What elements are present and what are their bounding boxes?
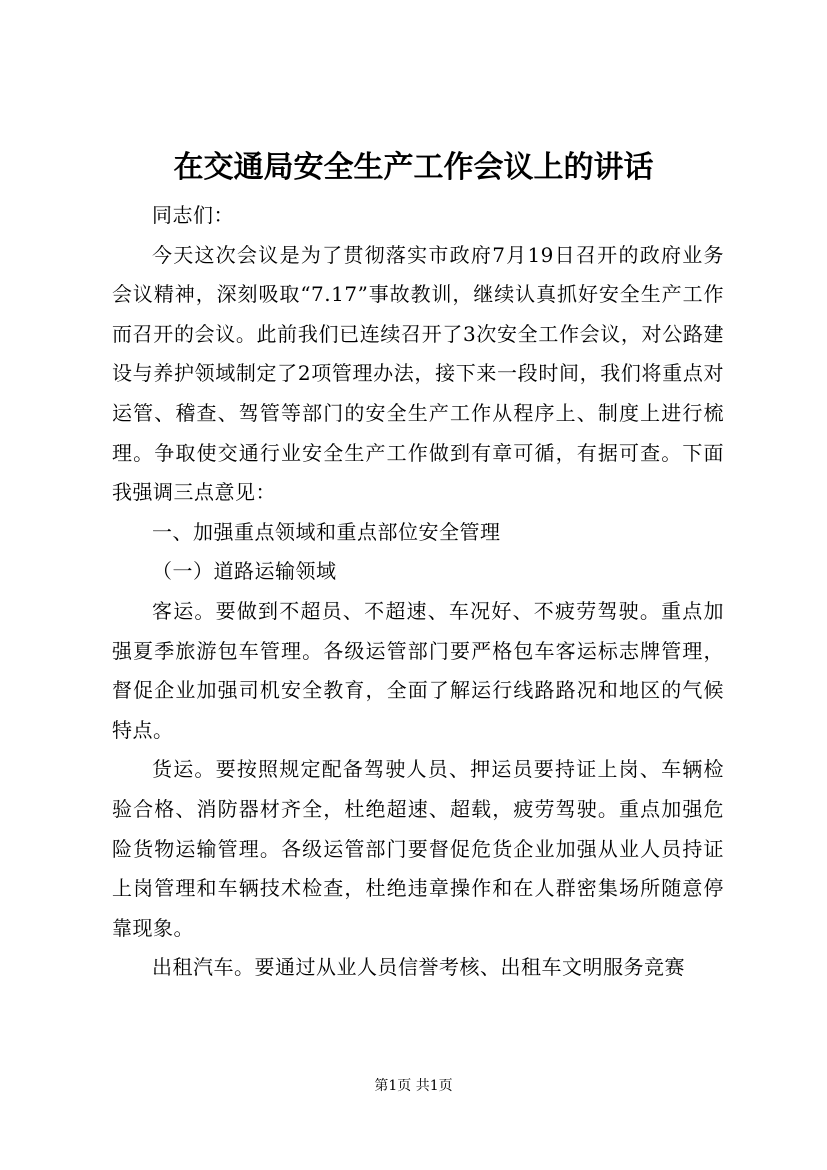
salutation: 同志们： bbox=[152, 203, 234, 227]
document-title: 在交通局安全生产工作会议上的讲话 bbox=[173, 150, 654, 185]
body-paragraph-passenger: 客运。要做到不超员、不超速、车况好、不疲劳驾驶。重点加强夏季旅游包车管理。各级运管部门要严格包车客运标志牌管理，督促企业加强司机安全教育，全面了解运行线路路况和地区的气候特点。 bbox=[112, 598, 724, 742]
page-footer: 第1页 共1页 bbox=[374, 1078, 453, 1094]
subsection-heading-1: （一）道路运输领域 bbox=[152, 559, 337, 584]
body-paragraph-freight: 货运。要按照规定配备驾驶人员、押运员要持证上岗、车辆检验合格、消防器材齐全，杜绝超速、超载，疲劳驾驶。重点加强危险货物运输管理。各级运管部门要督促危货企业加强从业人员持证上岗管理和车辆技术检查，杜绝违章操作和在人群密集场所随意停靠现象。 bbox=[112, 757, 724, 940]
body-paragraph-taxi: 出租汽车。要通过从业人员信誉考核、出租车文明服务竞赛 bbox=[152, 955, 685, 980]
document-body bbox=[112, 196, 724, 988]
section-heading-1: 一、加强重点领域和重点部位安全管理 bbox=[152, 519, 501, 544]
body-paragraph-intro: 今天这次会议是为了贯彻落实市政府7月19日召开的政府业务会议精神，深刻吸取“7.17”事故教训，继续认真抓好安全生产工作而召开的会议。此前我们已连续召开了3次安全工作会议，对公路建设与养护领域制定了2项管理办法，接下来一段时间，我们将重点对运管、稽查、驾管等部门的安全生产工作从程序上、制度上进行梳理。争取使交通行业安全生产工作做到有章可循，有据可查。下面我强调三点意见： bbox=[112, 242, 724, 505]
